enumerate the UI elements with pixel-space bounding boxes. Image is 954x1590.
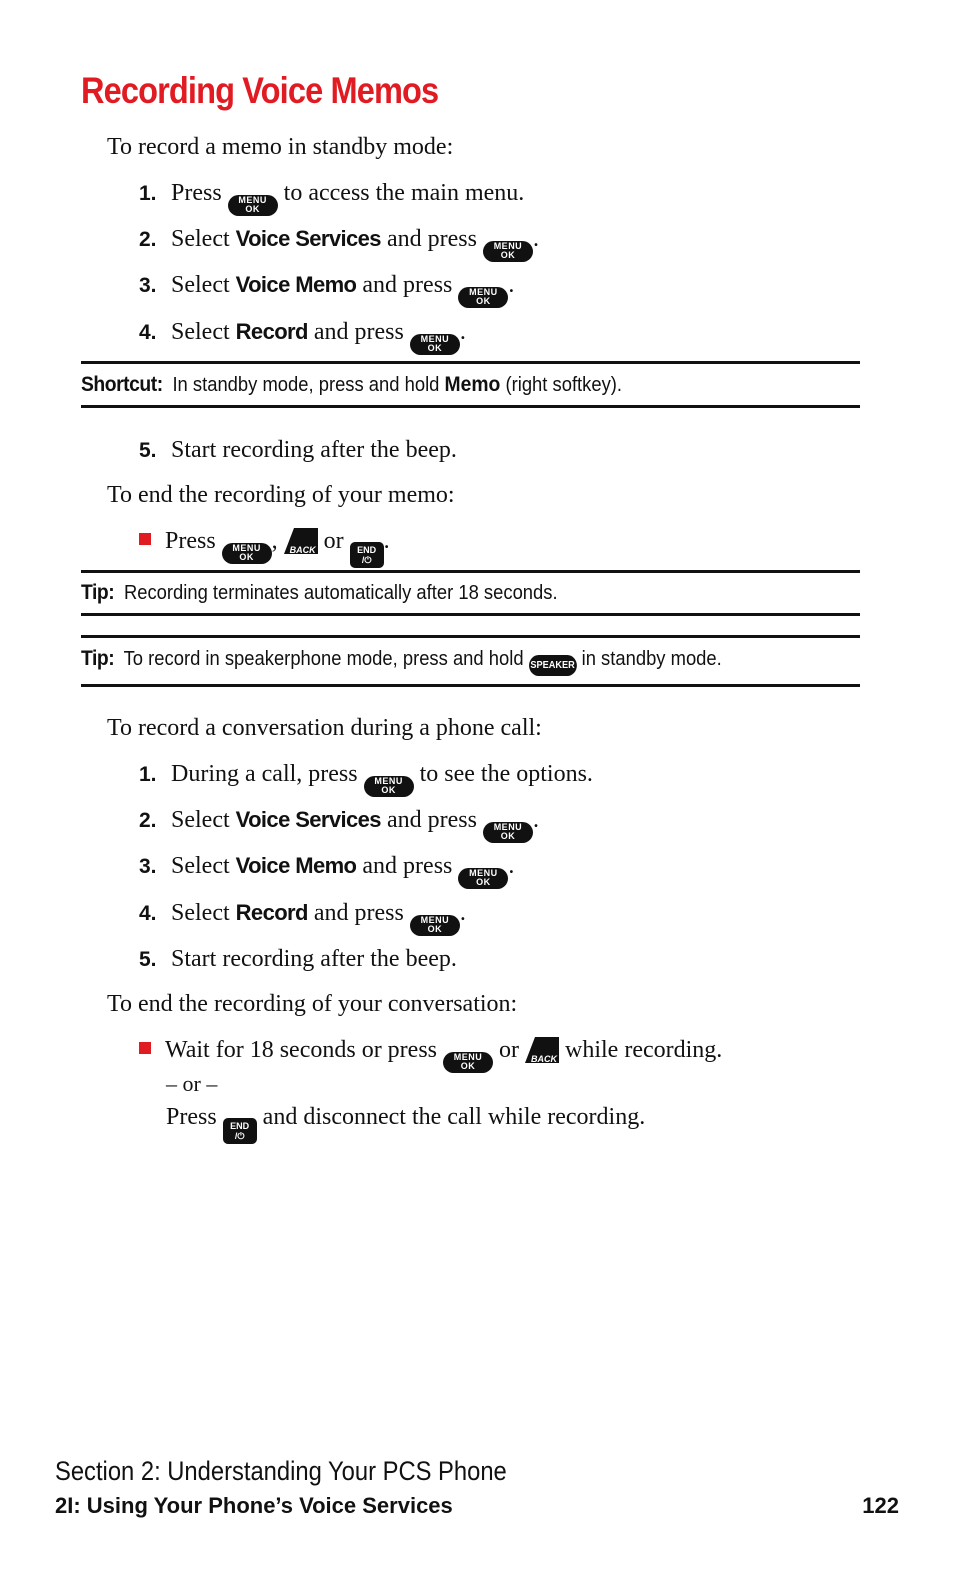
- shortcut-text: In standby mode, press and hold: [172, 373, 440, 396]
- tip-note-1: [81, 570, 860, 616]
- shortcut-text: (right softkey).: [505, 373, 623, 396]
- step-text: and press: [313, 319, 404, 345]
- step-text: and press: [362, 853, 453, 879]
- end-power-key-icon: END /⏻: [350, 542, 384, 568]
- tip-text: Recording terminates automatically after 18 seconds.: [123, 582, 558, 604]
- standby-step-2: 2. Select Voice Services and press MENU OK .: [139, 226, 539, 260]
- menu-ok-key-icon: MENU OK: [222, 543, 272, 564]
- footer-subsection: 2I: Using Your Phone’s Voice Services: [55, 1493, 453, 1518]
- page-title: Recording Voice Memos: [81, 70, 439, 111]
- step-text: During a call, press: [171, 761, 358, 787]
- menu-ok-key-icon: MENU OK: [483, 241, 533, 262]
- back-key-icon: BACK: [525, 1035, 559, 1063]
- call-step-2: 2. Select Voice Services and press MENU OK .: [139, 807, 539, 841]
- standby-step-1: [139, 178, 524, 216]
- end-power-key-icon: END /⏻: [223, 1118, 257, 1144]
- menu-item-name: Voice Services: [235, 807, 381, 832]
- step-number: 1.: [139, 182, 157, 205]
- call-step-3: 3. Select Voice Memo and press MENU OK .: [139, 853, 515, 887]
- step-text: Press: [171, 180, 222, 206]
- shortcut-label: Shortcut:: [81, 372, 163, 396]
- bullet-icon: [139, 533, 151, 545]
- or-separator: – or –: [166, 1071, 218, 1096]
- step-text: Start recording after the beep.: [171, 946, 457, 972]
- footer-section-title: Section 2: Understanding Your PCS Phone: [55, 1456, 507, 1486]
- call-step-4: 4. Select Record and press MENU OK .: [139, 900, 466, 934]
- step-number: 5.: [139, 948, 157, 971]
- step-text: Select: [171, 853, 230, 879]
- menu-item-name: Voice Memo: [235, 853, 357, 878]
- step-number: 4.: [139, 902, 157, 925]
- tip-note-2: [81, 635, 860, 687]
- step-number: 3.: [139, 274, 157, 297]
- call-step-1: [139, 759, 593, 797]
- step-text: Select: [171, 900, 230, 926]
- tip-label: Tip:: [81, 581, 115, 604]
- step-text: and press: [313, 900, 404, 926]
- menu-item-name: Record: [235, 319, 308, 344]
- step-text: to see the options.: [419, 761, 593, 787]
- menu-ok-key-icon: MENU OK: [364, 776, 414, 797]
- step-text: and press: [362, 272, 453, 298]
- shortcut-note: [81, 361, 860, 408]
- standby-step-3: 3. Select Voice Memo and press MENU OK .: [139, 272, 515, 306]
- end-memo-bullet: Press MENU OK , BACK or END /⏻ .: [139, 526, 390, 568]
- end-conv-intro: To end the recording of your conversation:: [107, 991, 518, 1017]
- step-number: 2.: [139, 228, 157, 251]
- step-number: 5.: [139, 439, 157, 462]
- menu-ok-key-icon: MENU OK: [443, 1052, 493, 1073]
- menu-ok-key-icon: MENU OK: [228, 195, 278, 216]
- step-text: and press: [386, 226, 477, 252]
- step-number: 3.: [139, 855, 157, 878]
- tip-text: in standby mode.: [581, 647, 722, 670]
- menu-item-name: Record: [235, 900, 308, 925]
- end-memo-intro: To end the recording of your memo:: [107, 482, 455, 508]
- step-number: 4.: [139, 321, 157, 344]
- menu-ok-key-icon: MENU OK: [410, 915, 460, 936]
- standby-step-5: [139, 435, 457, 466]
- step-text: Select: [171, 807, 230, 833]
- tip-label: Tip:: [81, 646, 115, 670]
- speaker-key-icon: SPEAKER: [529, 655, 577, 676]
- back-key-icon: BACK: [284, 526, 318, 554]
- menu-item-name: Voice Services: [235, 226, 381, 251]
- step-number: 1.: [139, 763, 157, 786]
- bullet-icon: [139, 1042, 151, 1054]
- standby-intro: To record a memo in standby mode:: [107, 134, 454, 160]
- step-text: Select: [171, 319, 230, 345]
- call-step-5: [139, 944, 457, 975]
- menu-ok-key-icon: MENU OK: [458, 287, 508, 308]
- step-number: 2.: [139, 809, 157, 832]
- standby-step-4: 4. Select Record and press MENU OK .: [139, 319, 466, 353]
- tip-text: To record in speakerphone mode, press and hold: [123, 647, 524, 670]
- menu-ok-key-icon: MENU OK: [483, 822, 533, 843]
- menu-item-name: Voice Memo: [235, 272, 357, 297]
- menu-ok-key-icon: MENU OK: [410, 334, 460, 355]
- step-text: Select: [171, 226, 230, 252]
- step-text: and press: [386, 807, 477, 833]
- softkey-name: Memo: [444, 372, 501, 396]
- end-conv-alternative: Press END /⏻ and disconnect the call while recording.: [166, 1102, 645, 1144]
- step-text: Select: [171, 272, 230, 298]
- call-intro: To record a conversation during a phone call:: [107, 715, 542, 741]
- step-text: Start recording after the beep.: [171, 437, 457, 463]
- end-conv-bullet: Wait for 18 seconds or press MENU OK or BACK while recording.: [139, 1035, 722, 1073]
- menu-ok-key-icon: MENU OK: [458, 868, 508, 889]
- step-text: to access the main menu.: [283, 180, 525, 206]
- page-number: 122: [862, 1493, 899, 1518]
